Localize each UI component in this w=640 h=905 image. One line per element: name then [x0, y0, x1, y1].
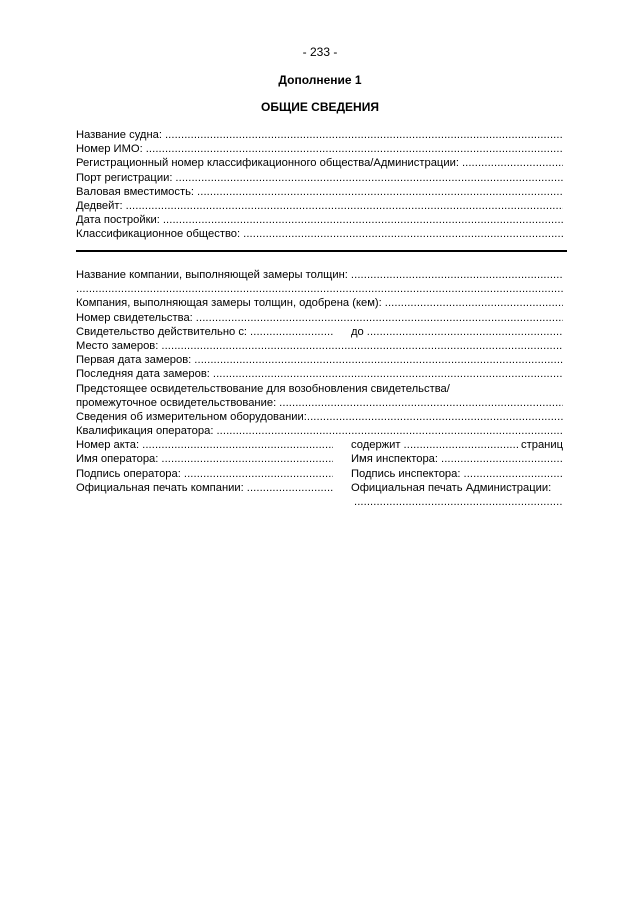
survey-blank[interactable] [279, 396, 563, 410]
administration-stamp-label: Официальная печать Администрации: [351, 481, 552, 494]
page-number: - 233 - [302, 45, 338, 59]
operator-qualification-field[interactable] [76, 424, 563, 438]
place-of-measurement-label: Место замеров: [76, 339, 159, 352]
certificate-valid-to-blank[interactable] [367, 325, 563, 339]
class-reg-number-label: Регистрационный номер классификационного общества/Администрации: [76, 157, 459, 170]
first-date-label: Первая дата замеров: [76, 354, 192, 367]
deadweight-field[interactable] [76, 199, 563, 213]
operator-name-blank[interactable] [161, 452, 333, 466]
deadweight-label: Дедвейт: [76, 199, 123, 212]
inspector-signature-blank[interactable] [463, 467, 563, 481]
last-date-blank[interactable] [213, 367, 563, 381]
page-count-blank[interactable] [404, 438, 518, 452]
operator-qualification-blank[interactable] [216, 424, 563, 438]
place-of-measurement-blank[interactable] [161, 339, 563, 353]
stamps-row[interactable] [76, 481, 563, 495]
first-date-field[interactable] [76, 353, 563, 367]
contains-label: содержит [351, 439, 401, 452]
company-approved-blank[interactable] [385, 296, 563, 310]
equipment-field[interactable] [76, 410, 563, 424]
certificate-valid-from-blank[interactable] [250, 325, 333, 339]
class-society-field[interactable] [76, 227, 563, 241]
measurement-info-section [76, 268, 563, 509]
date-of-build-field[interactable] [76, 213, 563, 227]
company-approved-field[interactable] [76, 296, 563, 310]
company-name-blank[interactable] [351, 268, 563, 282]
ship-name-field[interactable] [76, 128, 563, 142]
pages-label: страниц [521, 439, 563, 452]
inspector-name-blank[interactable] [441, 452, 563, 466]
company-name-field[interactable] [76, 268, 563, 282]
class-society-label: Классификационное общество: [76, 228, 241, 241]
ship-info-section [76, 128, 563, 242]
imo-number-blank[interactable] [146, 142, 563, 156]
section-divider [76, 250, 567, 252]
operator-signature-blank[interactable] [184, 467, 333, 481]
class-society-blank[interactable] [243, 227, 563, 241]
report-number-blank[interactable] [142, 438, 333, 452]
page-title: ОБЩИЕ СВЕДЕНИЯ [261, 100, 379, 114]
inspector-name-label: Имя инспектора: [351, 453, 438, 466]
certificate-valid-from-label: Свидетельство действительно с: [76, 325, 248, 338]
survey-label-line1: Предстоящее освидетельствование для возобновления свидетельства/ [76, 382, 450, 395]
first-date-blank[interactable] [194, 353, 563, 367]
operator-name-label: Имя оператора: [76, 453, 159, 466]
certificate-number-blank[interactable] [196, 311, 563, 325]
inspector-signature-label: Подпись инспектора: [351, 467, 461, 480]
company-stamp-label: Официальная печать компании: [76, 481, 244, 494]
company-name-continuation[interactable] [76, 282, 563, 296]
gross-tonnage-field[interactable] [76, 185, 563, 199]
report-number-row[interactable] [76, 438, 563, 452]
port-of-registry-blank[interactable] [175, 171, 563, 185]
last-date-field[interactable] [76, 367, 563, 381]
equipment-label: Сведения об измерительном оборудовании: [76, 410, 307, 423]
gross-tonnage-blank[interactable] [197, 185, 563, 199]
signatures-row[interactable] [76, 467, 563, 481]
class-reg-number-blank[interactable] [462, 156, 563, 170]
date-of-build-label: Дата постройки: [76, 214, 160, 227]
imo-number-field[interactable] [76, 142, 563, 156]
names-row[interactable] [76, 452, 563, 466]
company-name-label: Название компании, выполняющей замеры толщин: [76, 269, 348, 281]
last-date-label: Последняя дата замеров: [76, 368, 210, 381]
gross-tonnage-label: Валовая вместимость: [76, 185, 195, 198]
certificate-number-label: Номер свидетельства: [76, 311, 193, 324]
equipment-blank[interactable] [307, 410, 563, 424]
ship-name-blank[interactable] [165, 128, 563, 142]
operator-signature-label: Подпись оператора: [76, 467, 181, 480]
company-name-blank-line2[interactable] [76, 282, 563, 296]
port-of-registry-label: Порт регистрации: [76, 171, 173, 184]
company-approved-label: Компания, выполняющая замеры толщин, одобрена (кем): [76, 297, 382, 310]
port-of-registry-field[interactable] [76, 171, 563, 185]
certificate-validity-field[interactable] [76, 325, 563, 339]
certificate-number-field[interactable] [76, 311, 563, 325]
report-number-label: Номер акта: [76, 439, 140, 452]
operator-qualification-label: Квалификация оператора: [76, 425, 214, 438]
class-reg-number-field[interactable] [76, 156, 563, 170]
survey-heading [76, 382, 563, 396]
ship-name-label: Название судна: [76, 129, 162, 141]
administration-stamp-blank[interactable] [354, 495, 563, 509]
certificate-valid-to-label: до [351, 325, 364, 338]
survey-label-line2: промежуточное освидетельствование: [76, 396, 277, 409]
date-of-build-blank[interactable] [163, 213, 563, 227]
administration-stamp-field[interactable] [76, 495, 563, 509]
place-of-measurement-field[interactable] [76, 339, 563, 353]
deadweight-blank[interactable] [126, 199, 563, 213]
company-stamp-blank[interactable] [247, 481, 333, 495]
survey-field[interactable] [76, 396, 563, 410]
imo-number-label: Номер ИМО: [76, 143, 143, 156]
appendix-heading: Дополнение 1 [278, 73, 362, 87]
